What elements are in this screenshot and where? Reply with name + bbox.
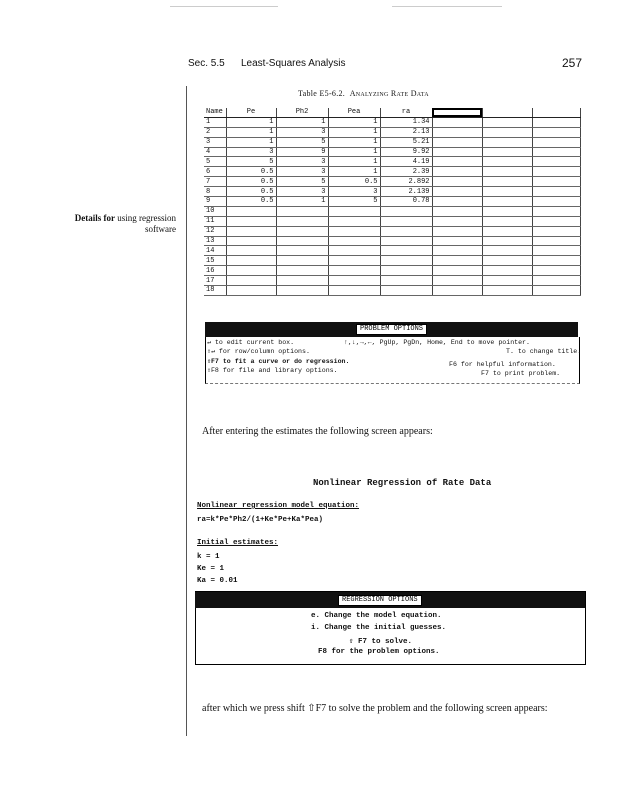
grid-cell[interactable] <box>432 167 482 177</box>
section-number: Sec. 5.5 <box>188 58 225 69</box>
grid-cell[interactable]: 1 <box>328 117 380 127</box>
table-caption-title: Analyzing Rate Data <box>349 89 429 98</box>
option-fit-curve: ⇧F7 to fit a curve or do regression. <box>207 358 350 365</box>
grid-cell[interactable] <box>432 127 482 137</box>
grid-row <box>204 187 580 197</box>
grid-cell[interactable] <box>432 246 482 256</box>
problem-options-title: PROBLEM OPTIONS <box>356 324 427 335</box>
grid-row-number[interactable]: 10 <box>204 206 226 216</box>
grid-column-header: ra <box>380 108 432 117</box>
grid-cell[interactable] <box>532 276 580 286</box>
grid-row <box>204 197 580 207</box>
grid-header-row <box>204 108 580 117</box>
grid-row <box>204 206 580 216</box>
grid-row-number[interactable]: 12 <box>204 226 226 236</box>
grid-cell[interactable] <box>532 177 580 187</box>
top-rule-left <box>170 6 278 7</box>
grid-cell[interactable] <box>532 256 580 266</box>
grid-cell[interactable] <box>432 157 482 167</box>
model-heading: Nonlinear regression model equation: <box>197 502 360 510</box>
grid-cell[interactable] <box>532 117 580 127</box>
grid-cell[interactable] <box>482 226 532 236</box>
grid-cell[interactable] <box>276 266 328 276</box>
grid-cell[interactable]: 1 <box>276 197 328 207</box>
grid-cell[interactable]: 9 <box>276 147 328 157</box>
grid-row-number[interactable]: 8 <box>204 187 226 197</box>
margin-note <box>70 213 176 235</box>
option-change-title: T. to change title. <box>506 348 582 355</box>
paragraph-after-entering: After entering the estimates the following screen appears: <box>202 426 433 437</box>
grid-cell[interactable]: 3 <box>226 147 276 157</box>
grid-column-header <box>482 108 532 117</box>
grid-row <box>204 147 580 157</box>
grid-column-header <box>532 108 580 117</box>
grid-cell[interactable] <box>380 246 432 256</box>
grid-cell[interactable] <box>276 246 328 256</box>
grid-cell[interactable]: 1 <box>226 117 276 127</box>
grid-cell[interactable]: 3 <box>276 167 328 177</box>
grid-row <box>204 276 580 286</box>
grid-row-number[interactable]: 4 <box>204 147 226 157</box>
grid-cell[interactable] <box>380 256 432 266</box>
grid-cell[interactable]: 9.92 <box>380 147 432 157</box>
grid-cell[interactable]: 4.19 <box>380 157 432 167</box>
grid-cell[interactable] <box>432 256 482 266</box>
grid-cell[interactable] <box>482 197 532 207</box>
grid-row <box>204 157 580 167</box>
margin-rule <box>186 86 187 736</box>
grid-cell[interactable] <box>532 197 580 207</box>
regression-option-change-guesses: i. Change the initial guesses. <box>311 624 447 632</box>
grid-cell[interactable] <box>226 236 276 246</box>
regression-option-solve: ⇧ F7 to solve. <box>349 638 413 646</box>
grid-cell[interactable]: 1 <box>328 127 380 137</box>
grid-cell[interactable] <box>532 187 580 197</box>
grid-cell[interactable] <box>380 266 432 276</box>
top-rule-right <box>392 6 502 7</box>
regression-options-title: REGRESSION OPTIONS <box>338 595 422 606</box>
grid-cell[interactable] <box>276 226 328 236</box>
paragraph-after-which: after which we press shift ⇧F7 to solve the problem and the following screen appears: <box>202 703 548 714</box>
grid-cell[interactable] <box>328 266 380 276</box>
grid-row <box>204 286 580 296</box>
grid-cell[interactable] <box>532 137 580 147</box>
grid-row-number[interactable]: 1 <box>204 117 226 127</box>
grid-cell[interactable]: 5 <box>328 197 380 207</box>
grid-cell[interactable]: 0.78 <box>380 197 432 207</box>
grid-row-number[interactable]: 9 <box>204 197 226 207</box>
grid-cell[interactable] <box>276 216 328 226</box>
option-print: F7 to print problem. <box>481 370 561 377</box>
grid-cell[interactable]: 3 <box>328 187 380 197</box>
grid-row <box>204 236 580 246</box>
grid-cell[interactable] <box>432 117 482 127</box>
grid-row-number[interactable]: 18 <box>204 286 226 296</box>
regression-option-change-model: e. Change the model equation. <box>311 612 442 620</box>
grid-cell[interactable] <box>482 266 532 276</box>
grid-cell[interactable] <box>532 216 580 226</box>
grid-cell[interactable]: 0.5 <box>226 167 276 177</box>
grid-cell[interactable] <box>328 216 380 226</box>
grid-cell[interactable] <box>276 276 328 286</box>
grid-cell[interactable] <box>226 216 276 226</box>
grid-cell[interactable] <box>432 206 482 216</box>
grid-cell[interactable] <box>380 206 432 216</box>
grid-cell[interactable]: 3 <box>276 157 328 167</box>
grid-cell[interactable] <box>482 187 532 197</box>
estimate-ke: Ke = 1 <box>197 565 225 573</box>
grid-cell[interactable] <box>432 276 482 286</box>
grid-cell[interactable]: 5 <box>226 157 276 167</box>
grid-cell[interactable] <box>328 226 380 236</box>
data-grid <box>204 108 581 296</box>
regression-option-problem: F8 for the problem options. <box>318 648 440 656</box>
grid-row <box>204 216 580 226</box>
grid-row <box>204 226 580 236</box>
grid-row-number[interactable]: 11 <box>204 216 226 226</box>
grid-cell[interactable]: 2.892 <box>380 177 432 187</box>
grid-cell[interactable] <box>482 137 532 147</box>
grid-cell[interactable] <box>328 246 380 256</box>
grid-cell[interactable]: 1 <box>226 127 276 137</box>
grid-cell[interactable] <box>380 276 432 286</box>
grid-row <box>204 256 580 266</box>
grid-row <box>204 137 580 147</box>
grid-cell[interactable] <box>380 236 432 246</box>
grid-row <box>204 177 580 187</box>
grid-cell[interactable] <box>482 256 532 266</box>
section-title: Least-Squares Analysis <box>241 58 346 69</box>
grid-cell[interactable] <box>532 127 580 137</box>
grid-row <box>204 246 580 256</box>
grid-row-number[interactable]: 5 <box>204 157 226 167</box>
grid-cell[interactable] <box>432 286 482 296</box>
grid-cell[interactable] <box>432 266 482 276</box>
grid-cell[interactable] <box>532 266 580 276</box>
grid-cell[interactable] <box>482 117 532 127</box>
grid-cell[interactable] <box>482 127 532 137</box>
grid-cell[interactable]: 2.139 <box>380 187 432 197</box>
grid-cell[interactable] <box>482 286 532 296</box>
grid-column-header: Pea <box>328 108 380 117</box>
grid-cell[interactable] <box>328 276 380 286</box>
grid-cell[interactable] <box>482 167 532 177</box>
grid-row-number[interactable]: 3 <box>204 137 226 147</box>
grid-cell[interactable] <box>532 226 580 236</box>
grid-cell[interactable] <box>276 206 328 216</box>
grid-cell[interactable] <box>532 167 580 177</box>
grid-cell[interactable]: 3 <box>276 187 328 197</box>
grid-cell[interactable] <box>432 177 482 187</box>
grid-row-number[interactable]: 14 <box>204 246 226 256</box>
grid-cell[interactable]: 1 <box>276 117 328 127</box>
grid-cell[interactable]: 1 <box>226 137 276 147</box>
grid-cell[interactable] <box>432 197 482 207</box>
grid-cell[interactable] <box>328 256 380 266</box>
screen2-title: Nonlinear Regression of Rate Data <box>313 478 492 488</box>
grid-cell[interactable]: 5.21 <box>380 137 432 147</box>
option-move-pointer: ↑,↓,→,←, PgUp, PgDn, Home, End to move pointer. <box>344 339 530 346</box>
grid-row-number[interactable]: 15 <box>204 256 226 266</box>
model-equation: ra=k*Pe*Ph2/(1+Ke*Pe+Ka*Pea) <box>197 516 324 524</box>
grid-cell[interactable] <box>482 147 532 157</box>
grid-cell[interactable]: 1 <box>328 167 380 177</box>
grid-cell[interactable] <box>226 246 276 256</box>
grid-row <box>204 266 580 276</box>
option-file-library: ⇧F8 for file and library options. <box>207 367 338 374</box>
grid-cell[interactable] <box>380 286 432 296</box>
grid-cell[interactable] <box>226 266 276 276</box>
grid-row <box>204 117 580 127</box>
grid-cell[interactable] <box>432 147 482 157</box>
grid-cell[interactable] <box>482 157 532 167</box>
grid-cell[interactable] <box>276 236 328 246</box>
grid-cell[interactable]: 1.34 <box>380 117 432 127</box>
grid-cell[interactable]: 1 <box>328 147 380 157</box>
grid-cell[interactable]: 2.39 <box>380 167 432 177</box>
grid-cell[interactable] <box>276 286 328 296</box>
grid-cell[interactable] <box>432 226 482 236</box>
grid-cell[interactable]: 1 <box>328 137 380 147</box>
grid-row-number[interactable]: 16 <box>204 266 226 276</box>
grid-cell[interactable] <box>328 206 380 216</box>
option-help: F6 for helpful information. <box>449 361 556 368</box>
option-row-column: ⇧↵ for row/column options. <box>207 348 310 355</box>
grid-cell[interactable] <box>532 286 580 296</box>
grid-cell[interactable] <box>532 147 580 157</box>
grid-row-number[interactable]: 13 <box>204 236 226 246</box>
grid-row <box>204 167 580 177</box>
margin-note-rest: using regression software <box>117 213 176 234</box>
margin-note-bold: Details for <box>74 213 115 223</box>
grid-cell[interactable] <box>226 226 276 236</box>
table-caption <box>298 89 429 98</box>
grid-row-number[interactable]: 7 <box>204 177 226 187</box>
grid-cell[interactable] <box>226 256 276 266</box>
grid-cell[interactable]: 0.5 <box>226 197 276 207</box>
grid-cell[interactable] <box>482 236 532 246</box>
grid-column-header <box>432 108 482 117</box>
grid-cell[interactable] <box>532 246 580 256</box>
grid-cell[interactable]: 1 <box>328 157 380 167</box>
grid-row-number[interactable]: 17 <box>204 276 226 286</box>
grid-cell[interactable]: 0.5 <box>328 177 380 187</box>
grid-cell[interactable] <box>432 236 482 246</box>
grid-cell[interactable] <box>276 256 328 266</box>
grid-row-number[interactable]: 6 <box>204 167 226 177</box>
grid-cell[interactable] <box>226 286 276 296</box>
grid-cell[interactable] <box>482 276 532 286</box>
estimate-ka: Ka = 0.01 <box>197 577 238 585</box>
grid-cell[interactable]: 0.5 <box>226 187 276 197</box>
grid-cell[interactable] <box>482 246 532 256</box>
grid-cell[interactable] <box>380 216 432 226</box>
grid-cell[interactable] <box>432 187 482 197</box>
grid-cell[interactable] <box>532 236 580 246</box>
grid-cell[interactable]: 2.13 <box>380 127 432 137</box>
grid-row <box>204 127 580 137</box>
estimate-k: k = 1 <box>197 553 220 561</box>
grid-cell[interactable]: 5 <box>276 177 328 187</box>
grid-cell[interactable]: 3 <box>276 127 328 137</box>
grid-cell[interactable] <box>532 157 580 167</box>
grid-body <box>204 117 580 295</box>
grid-cell[interactable] <box>482 177 532 187</box>
grid-column-header: Name <box>204 108 226 117</box>
grid-cell[interactable] <box>226 276 276 286</box>
grid-cell[interactable] <box>482 206 532 216</box>
grid-cell[interactable] <box>532 206 580 216</box>
grid-cell[interactable] <box>226 206 276 216</box>
table-caption-label: Table E5-6.2. <box>298 89 346 98</box>
grid-cell[interactable] <box>482 216 532 226</box>
grid-cell[interactable]: 0.5 <box>226 177 276 187</box>
grid-column-header: Pe <box>226 108 276 117</box>
grid-cell[interactable] <box>432 216 482 226</box>
estimates-heading: Initial estimates: <box>197 539 279 547</box>
grid-cell[interactable]: 5 <box>276 137 328 147</box>
grid-row-number[interactable]: 2 <box>204 127 226 137</box>
grid-cell[interactable] <box>328 236 380 246</box>
grid-cell[interactable] <box>432 137 482 147</box>
grid-cell[interactable] <box>380 226 432 236</box>
grid-column-header: Ph2 <box>276 108 328 117</box>
grid-cell[interactable] <box>328 286 380 296</box>
option-edit-box: ↵ to edit current box. <box>207 339 295 346</box>
page-number: 257 <box>562 56 583 70</box>
